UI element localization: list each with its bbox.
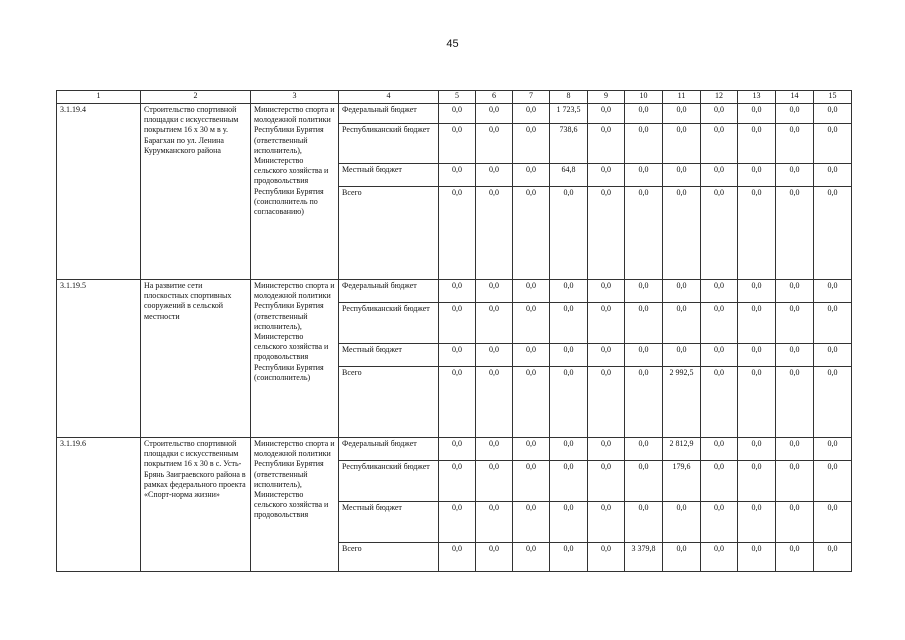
value-cell: 0,0 xyxy=(550,502,588,543)
value-cell: 0,0 xyxy=(439,461,476,502)
funding-source: Республиканский бюджет xyxy=(339,303,439,344)
value-cell: 0,0 xyxy=(776,461,814,502)
value-cell: 0,0 xyxy=(625,502,663,543)
value-cell: 0,0 xyxy=(550,187,588,280)
value-cell: 0,0 xyxy=(476,344,513,367)
value-cell: 0,0 xyxy=(776,280,814,303)
value-cell: 0,0 xyxy=(663,280,701,303)
value-cell: 0,0 xyxy=(550,303,588,344)
column-header: 4 xyxy=(339,91,439,104)
value-cell: 0,0 xyxy=(476,187,513,280)
value-cell: 0,0 xyxy=(439,438,476,461)
value-cell: 0,0 xyxy=(439,367,476,438)
measure-executor: Министерство спорта и молодежной политики Республики Бурятия (ответственный исполнитель), Министерство сельского хозяйства и продовольствия xyxy=(251,438,339,572)
measure-code: 3.1.19.4 xyxy=(57,104,141,280)
measure-description: Строительство спортивной площадки с искусственным покрытием 16 х 30 в с. Усть-Брянь Заиграевского района в рамках федерального проекта «Спорт-норма жизни» xyxy=(141,438,251,572)
value-cell: 0,0 xyxy=(814,461,852,502)
value-cell: 0,0 xyxy=(476,303,513,344)
value-cell: 0,0 xyxy=(738,461,776,502)
value-cell: 0,0 xyxy=(439,303,476,344)
column-header: 6 xyxy=(476,91,513,104)
value-cell: 0,0 xyxy=(625,280,663,303)
funding-source: Всего xyxy=(339,187,439,280)
value-cell: 0,0 xyxy=(814,344,852,367)
value-cell: 0,0 xyxy=(738,367,776,438)
value-cell: 0,0 xyxy=(588,104,625,124)
value-cell: 0,0 xyxy=(663,502,701,543)
measure-description: На развитие сети плоскостных спортивных сооружений в сельской местности xyxy=(141,280,251,438)
page-number: 45 xyxy=(446,38,459,50)
value-cell: 0,0 xyxy=(814,164,852,187)
column-header: 9 xyxy=(588,91,625,104)
value-cell: 2 812,9 xyxy=(663,438,701,461)
value-cell: 0,0 xyxy=(738,438,776,461)
funding-source: Федеральный бюджет xyxy=(339,438,439,461)
value-cell: 0,0 xyxy=(588,280,625,303)
value-cell: 0,0 xyxy=(814,502,852,543)
column-header: 15 xyxy=(814,91,852,104)
value-cell: 0,0 xyxy=(738,502,776,543)
funding-source: Федеральный бюджет xyxy=(339,280,439,303)
value-cell: 0,0 xyxy=(550,344,588,367)
value-cell: 0,0 xyxy=(439,344,476,367)
value-cell: 0,0 xyxy=(701,502,738,543)
value-cell: 0,0 xyxy=(513,280,550,303)
value-cell: 0,0 xyxy=(814,280,852,303)
value-cell: 0,0 xyxy=(625,124,663,164)
column-header: 14 xyxy=(776,91,814,104)
column-header: 12 xyxy=(701,91,738,104)
value-cell: 0,0 xyxy=(738,280,776,303)
value-cell: 0,0 xyxy=(513,502,550,543)
value-cell: 0,0 xyxy=(776,187,814,280)
value-cell: 0,0 xyxy=(814,124,852,164)
column-header: 11 xyxy=(663,91,701,104)
value-cell: 0,0 xyxy=(625,303,663,344)
table-row xyxy=(57,438,852,461)
value-cell: 0,0 xyxy=(513,164,550,187)
value-cell: 0,0 xyxy=(588,502,625,543)
value-cell: 0,0 xyxy=(814,187,852,280)
column-header: 2 xyxy=(141,91,251,104)
column-header: 5 xyxy=(439,91,476,104)
funding-source: Республиканский бюджет xyxy=(339,124,439,164)
value-cell: 0,0 xyxy=(588,124,625,164)
value-cell: 0,0 xyxy=(513,438,550,461)
column-header: 1 xyxy=(57,91,141,104)
value-cell: 0,0 xyxy=(701,543,738,572)
value-cell: 64,8 xyxy=(550,164,588,187)
value-cell: 0,0 xyxy=(513,344,550,367)
value-cell: 0,0 xyxy=(476,438,513,461)
value-cell: 0,0 xyxy=(513,543,550,572)
measure-executor: Министерство спорта и молодежной политики Республики Бурятия (ответственный исполнитель), Министерство сельского хозяйства и продовольствия Республики Бурятия (соисполнитель по согласованию) xyxy=(251,104,339,280)
value-cell: 0,0 xyxy=(776,303,814,344)
value-cell: 0,0 xyxy=(588,461,625,502)
value-cell: 0,0 xyxy=(513,303,550,344)
column-header: 10 xyxy=(625,91,663,104)
value-cell: 0,0 xyxy=(738,187,776,280)
value-cell: 0,0 xyxy=(439,502,476,543)
value-cell: 0,0 xyxy=(625,164,663,187)
value-cell: 0,0 xyxy=(701,461,738,502)
value-cell: 0,0 xyxy=(738,124,776,164)
value-cell: 0,0 xyxy=(814,367,852,438)
value-cell: 0,0 xyxy=(439,543,476,572)
value-cell: 0,0 xyxy=(701,438,738,461)
measure-description: Строительство спортивной площадки с искусственным покрытием 16 х 30 м в у. Барагхан по ул. Ленина Курумканского района xyxy=(141,104,251,280)
table-body xyxy=(57,104,852,572)
value-cell: 0,0 xyxy=(476,461,513,502)
value-cell: 0,0 xyxy=(513,104,550,124)
value-cell: 0,0 xyxy=(476,280,513,303)
value-cell: 0,0 xyxy=(738,543,776,572)
value-cell: 0,0 xyxy=(738,303,776,344)
value-cell: 0,0 xyxy=(588,438,625,461)
value-cell: 0,0 xyxy=(776,104,814,124)
value-cell: 0,0 xyxy=(701,303,738,344)
value-cell: 0,0 xyxy=(476,543,513,572)
value-cell: 0,0 xyxy=(439,187,476,280)
value-cell: 0,0 xyxy=(550,367,588,438)
value-cell: 0,0 xyxy=(439,164,476,187)
value-cell: 0,0 xyxy=(776,124,814,164)
value-cell: 0,0 xyxy=(625,367,663,438)
value-cell: 738,6 xyxy=(550,124,588,164)
value-cell: 0,0 xyxy=(513,124,550,164)
value-cell: 0,0 xyxy=(625,461,663,502)
funding-source: Местный бюджет xyxy=(339,344,439,367)
column-header: 8 xyxy=(550,91,588,104)
value-cell: 0,0 xyxy=(738,104,776,124)
value-cell: 0,0 xyxy=(701,104,738,124)
value-cell: 0,0 xyxy=(513,367,550,438)
value-cell: 0,0 xyxy=(701,344,738,367)
value-cell: 0,0 xyxy=(550,461,588,502)
column-header: 7 xyxy=(513,91,550,104)
value-cell: 0,0 xyxy=(550,280,588,303)
value-cell: 0,0 xyxy=(588,303,625,344)
value-cell: 0,0 xyxy=(701,124,738,164)
value-cell: 0,0 xyxy=(625,344,663,367)
value-cell: 0,0 xyxy=(625,104,663,124)
value-cell: 0,0 xyxy=(513,187,550,280)
measure-code: 3.1.19.5 xyxy=(57,280,141,438)
value-cell: 0,0 xyxy=(588,164,625,187)
value-cell: 0,0 xyxy=(701,164,738,187)
value-cell: 0,0 xyxy=(439,104,476,124)
value-cell: 0,0 xyxy=(588,344,625,367)
budget-table xyxy=(56,90,852,572)
value-cell: 0,0 xyxy=(625,438,663,461)
value-cell: 0,0 xyxy=(663,124,701,164)
value-cell: 0,0 xyxy=(476,164,513,187)
measure-executor: Министерство спорта и молодежной политики Республики Бурятия (ответственный исполнитель), Министерство сельского хозяйства и продовольствия Республики Бурятия (соисполнитель) xyxy=(251,280,339,438)
value-cell: 0,0 xyxy=(701,367,738,438)
column-header: 3 xyxy=(251,91,339,104)
value-cell: 0,0 xyxy=(701,187,738,280)
value-cell: 0,0 xyxy=(663,164,701,187)
value-cell: 0,0 xyxy=(814,104,852,124)
value-cell: 179,6 xyxy=(663,461,701,502)
value-cell: 0,0 xyxy=(476,104,513,124)
value-cell: 0,0 xyxy=(776,367,814,438)
value-cell: 0,0 xyxy=(814,303,852,344)
value-cell: 0,0 xyxy=(476,124,513,164)
value-cell: 0,0 xyxy=(550,438,588,461)
value-cell: 0,0 xyxy=(513,461,550,502)
value-cell: 0,0 xyxy=(738,164,776,187)
funding-source: Всего xyxy=(339,367,439,438)
value-cell: 0,0 xyxy=(476,502,513,543)
value-cell: 1 723,5 xyxy=(550,104,588,124)
funding-source: Республиканский бюджет xyxy=(339,461,439,502)
value-cell: 0,0 xyxy=(776,164,814,187)
value-cell: 0,0 xyxy=(663,344,701,367)
value-cell: 0,0 xyxy=(439,280,476,303)
measure-code: 3.1.19.6 xyxy=(57,438,141,572)
value-cell: 0,0 xyxy=(738,344,776,367)
value-cell: 0,0 xyxy=(588,187,625,280)
table-row xyxy=(57,104,852,124)
value-cell: 0,0 xyxy=(663,543,701,572)
value-cell: 0,0 xyxy=(476,367,513,438)
value-cell: 0,0 xyxy=(663,187,701,280)
table-row xyxy=(57,280,852,303)
funding-source: Федеральный бюджет xyxy=(339,104,439,124)
value-cell: 0,0 xyxy=(439,124,476,164)
value-cell: 3 379,8 xyxy=(625,543,663,572)
funding-source: Всего xyxy=(339,543,439,572)
value-cell: 0,0 xyxy=(663,104,701,124)
header-row xyxy=(57,91,852,104)
value-cell: 0,0 xyxy=(588,543,625,572)
funding-source: Местный бюджет xyxy=(339,502,439,543)
funding-source: Местный бюджет xyxy=(339,164,439,187)
value-cell: 2 992,5 xyxy=(663,367,701,438)
value-cell: 0,0 xyxy=(701,280,738,303)
value-cell: 0,0 xyxy=(776,543,814,572)
value-cell: 0,0 xyxy=(814,438,852,461)
value-cell: 0,0 xyxy=(776,344,814,367)
value-cell: 0,0 xyxy=(814,543,852,572)
value-cell: 0,0 xyxy=(550,543,588,572)
value-cell: 0,0 xyxy=(663,303,701,344)
value-cell: 0,0 xyxy=(776,502,814,543)
column-header: 13 xyxy=(738,91,776,104)
value-cell: 0,0 xyxy=(588,367,625,438)
value-cell: 0,0 xyxy=(776,438,814,461)
value-cell: 0,0 xyxy=(625,187,663,280)
